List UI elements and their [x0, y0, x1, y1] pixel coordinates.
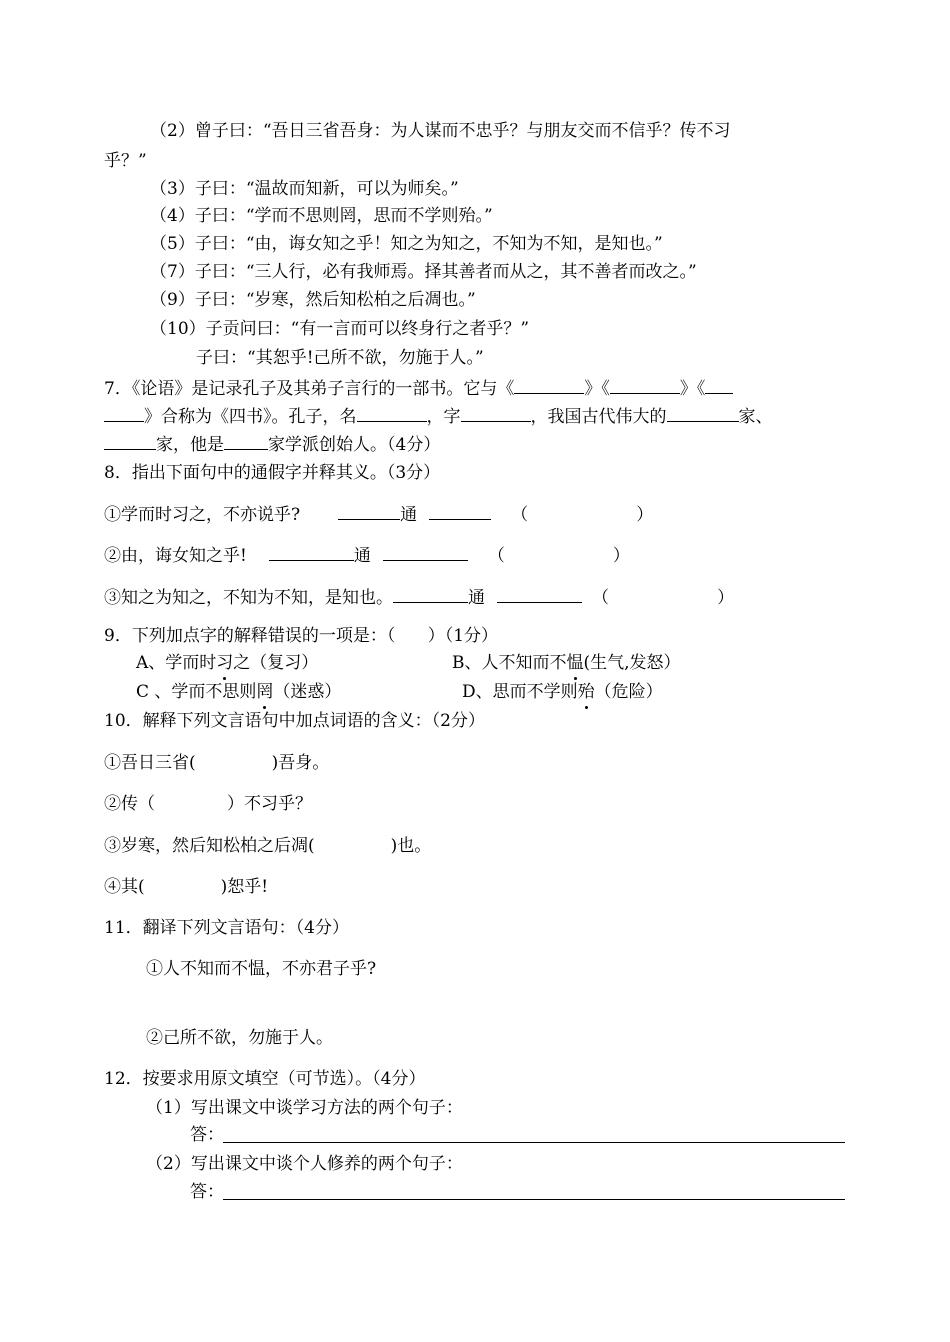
blank[interactable]	[429, 503, 491, 520]
answer-label: 答：	[190, 1125, 224, 1145]
question-10-item: ③岁寒，然后知松柏之后凋( )也。	[104, 836, 432, 856]
question-10-item: ②传（ ）不习乎？	[104, 794, 312, 814]
blank[interactable]	[269, 544, 354, 561]
dotted-char: 愠	[566, 653, 584, 673]
question-8-item: ③知之为知之，不知为不知，是知也。 通 （ ）	[104, 588, 735, 608]
passage-line: 乎？”	[104, 151, 147, 171]
question-8-item: ①学而时习之，不亦说乎? 通 （ ）	[104, 505, 654, 525]
blank[interactable]	[667, 405, 739, 422]
dotted-char: 殆	[577, 682, 595, 702]
blank[interactable]	[338, 503, 400, 520]
passage-line: （7）子曰：“三人行，必有我师焉。择其善者而从之，其不善者而改之。”	[150, 262, 697, 282]
question-11-title: 11．翻译下列文言语句：（4分）	[104, 918, 349, 938]
question-8-title: 8．指出下面句中的通假字并释其义。（3分）	[104, 463, 441, 483]
question-7-line-3: 家，他是 家学派创始人。（4分）	[104, 433, 440, 456]
question-12-sub: （2）写出课文中谈个人修养的两个句子：	[146, 1154, 463, 1174]
option-c[interactable]: C 、学而不思则罔（迷惑）	[136, 682, 342, 702]
blank[interactable]	[357, 405, 427, 422]
option-a[interactable]: A、学而时习之（复习）	[136, 653, 319, 673]
question-10-item: ①吾日三省( )吾身。	[104, 753, 330, 773]
blank[interactable]	[461, 405, 531, 422]
answer-line[interactable]	[223, 1199, 845, 1200]
passage-line: （5）子曰：“由，诲女知之乎！知之为知之，不知为不知，是知也。”	[150, 234, 663, 254]
passage-line: （10）子贡问曰：“有一言而可以终身行之者乎？”	[150, 319, 530, 339]
blank[interactable]	[224, 433, 268, 450]
dotted-char: 罔	[256, 682, 274, 702]
dotted-char: 习	[216, 653, 234, 673]
question-12-title: 12．按要求用原文填空（可节选）。（4分）	[104, 1069, 426, 1089]
question-7-line-1: 7．《论语》是记录孔子及其弟子言行的一部书。它与《 》《 》《	[104, 377, 733, 400]
blank[interactable]	[104, 405, 144, 422]
question-8-item: ②由，诲女知之乎! 通 （ ）	[104, 546, 630, 566]
blank[interactable]	[104, 433, 156, 450]
question-10-item: ④其( )恕乎!	[104, 877, 269, 897]
blank[interactable]	[497, 586, 582, 603]
option-d[interactable]: D、思而不学则殆（危险）	[462, 682, 663, 702]
question-12-sub: （1）写出课文中谈学习方法的两个句子：	[146, 1098, 463, 1118]
blank[interactable]	[610, 377, 680, 394]
question-7-line-2: 》合称为《四书》。孔子，名 ，字 ，我国古代伟大的 家、	[104, 405, 773, 428]
question-11-item: ①人不知而不愠，不亦君子乎?	[146, 959, 377, 979]
answer-line[interactable]	[223, 1142, 845, 1143]
question-11-item: ②己所不欲，勿施于人。	[146, 1028, 333, 1048]
blank[interactable]	[514, 377, 584, 394]
question-9-title: 9．下列加点字的解释错误的一项是：（ ）（1分）	[104, 626, 499, 646]
passage-line: （9）子曰：“岁寒，然后知松柏之后凋也。”	[150, 290, 476, 310]
passage-line: （3）子曰：“温故而知新，可以为师矣。”	[150, 179, 459, 199]
passage-line: 子曰：“其恕乎!己所不欲，勿施于人。”	[196, 348, 484, 368]
passage-line: （2）曾子曰：“吾日三省吾身：为人谋而不忠乎？与朋友交而不信乎？传不习	[150, 121, 731, 141]
answer-label: 答：	[190, 1182, 224, 1202]
blank[interactable]	[393, 586, 468, 603]
option-b[interactable]: B、人不知而不愠(生气,发怒）	[452, 653, 681, 673]
question-10-title: 10．解释下列文言语句中加点词语的含义：（2分）	[104, 711, 485, 731]
blank[interactable]	[383, 544, 468, 561]
blank[interactable]	[705, 377, 733, 394]
passage-line: （4）子曰：“学而不思则罔，思而不学则殆。”	[150, 206, 493, 226]
